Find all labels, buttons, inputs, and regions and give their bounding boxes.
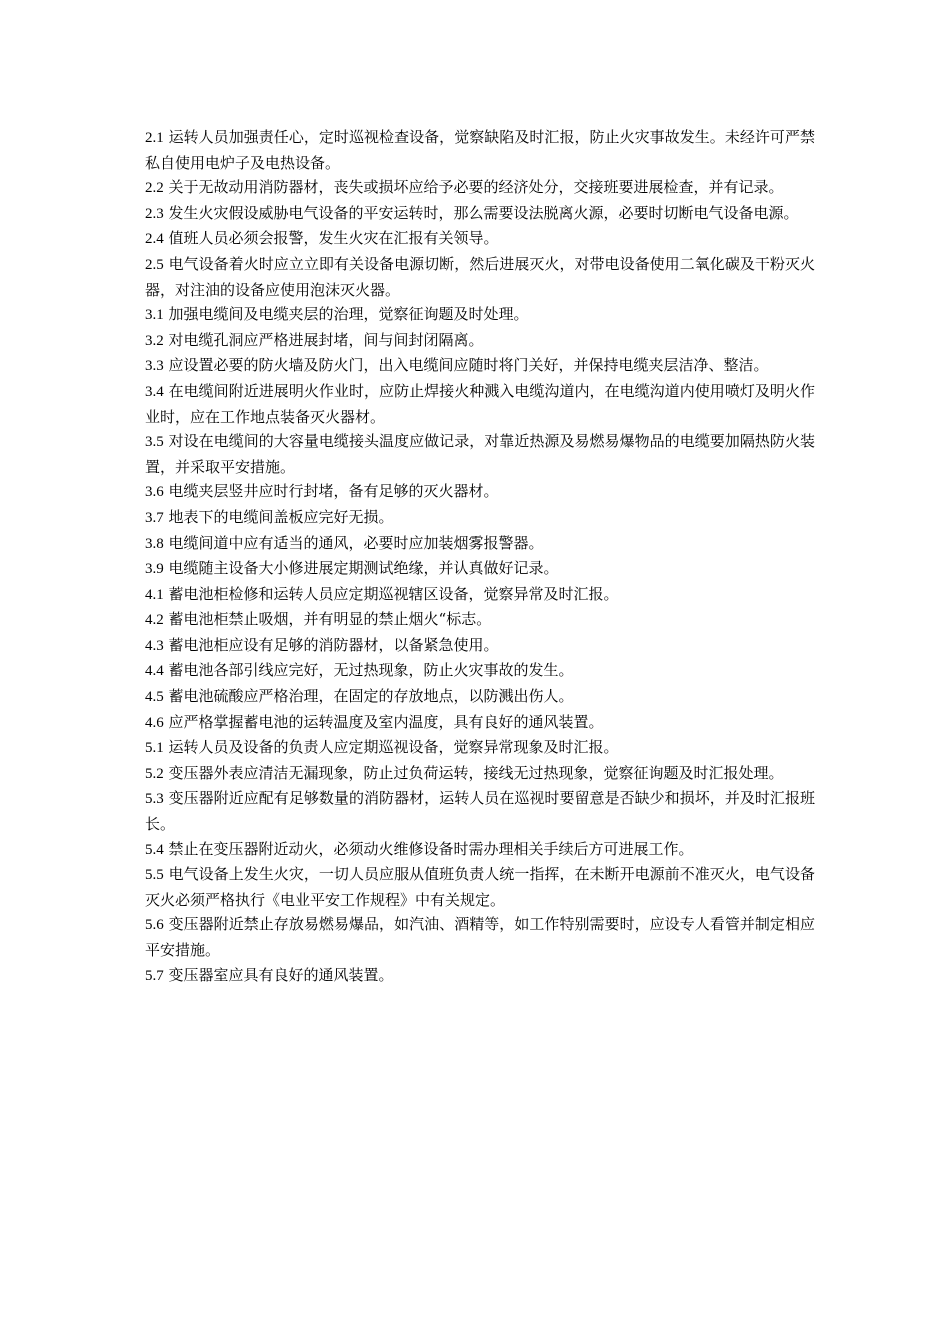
clause-number: 2.3	[145, 205, 164, 222]
paragraph-4-6	[145, 710, 815, 736]
paragraph-3-9	[145, 556, 815, 582]
clause-number: 3.8	[145, 535, 164, 552]
paragraph-5-1	[145, 735, 815, 761]
paragraph-4-3	[145, 633, 815, 659]
clause-text: 变压器外表应清洁无漏现象，防止过负荷运转，接线无过热现象，觉察征询题及时汇报处理。	[168, 763, 784, 782]
clause-text: 禁止在变压器附近动火，必须动火维修设备时需办理相关手续后方可进展工作。	[168, 839, 694, 858]
paragraph-4-2	[145, 607, 815, 633]
clause-text: 电气设备上发生火灾，一切人员应服从值班负责人统一指挥，在未断开电源前不准灭火，电气设备灭火必须严格执行《电业平安工作规程》中有关规定。	[145, 865, 815, 909]
clause-number: 5.2	[145, 765, 164, 782]
clause-text: 变压器附近禁止存放易燃易爆品，如汽油、酒精等，如工作特别需要时，应设专人看管并制定相应平安措施。	[145, 915, 815, 959]
paragraph-3-3	[145, 353, 815, 379]
paragraph-3-1	[145, 302, 815, 328]
clause-text: 蓄电池各部引线应完好，无过热现象，防止火灾事故的发生。	[168, 661, 574, 680]
paragraph-5-2	[145, 761, 815, 787]
clause-number: 3.7	[145, 509, 164, 526]
clause-number: 4.4	[145, 663, 164, 680]
clause-text: 蓄电池柜应设有足够的消防器材，以备紧急使用。	[168, 635, 499, 654]
clause-text: 蓄电池柜禁止吸烟，并有明显的禁止烟火“标志。	[168, 610, 492, 629]
clause-text: 变压器室应具有良好的通风装置。	[168, 965, 394, 984]
paragraph-3-4	[145, 379, 815, 429]
paragraph-5-6	[145, 912, 815, 962]
paragraph-5-5	[145, 862, 815, 912]
clause-number: 5.6	[145, 917, 164, 934]
clause-number: 5.1	[145, 740, 164, 757]
clause-number: 3.4	[145, 383, 164, 400]
clause-number: 2.5	[145, 256, 164, 273]
clause-number: 5.4	[145, 841, 164, 858]
clause-text: 对设在电缆间的大容量电缆接头温度应做记录，对靠近热源及易燃易爆物品的电缆要加隔热防火装置，并采取平安措施。	[145, 432, 815, 476]
paragraph-3-2	[145, 328, 815, 354]
paragraph-5-3	[145, 786, 815, 836]
clause-text: 应设置必要的防火墙及防火门，出入电缆间应随时将门关好，并保持电缆夹层洁净、整洁。	[168, 356, 769, 375]
clause-number: 3.5	[145, 434, 164, 451]
clause-text: 值班人员必须会报警，发生火灾在汇报有关领导。	[168, 229, 499, 248]
paragraph-2-5	[145, 252, 815, 302]
clause-number: 3.3	[145, 358, 164, 375]
clause-number: 3.2	[145, 332, 164, 349]
clause-text: 加强电缆间及电缆夹层的治理，觉察征询题及时处理。	[168, 305, 529, 324]
clause-text: 关于无故动用消防器材，丧失或损坏应给予必要的经济处分，交接班要进展检查，并有记录。	[168, 178, 784, 197]
clause-text: 对电缆孔洞应严格进展封堵，间与间封闭隔离。	[168, 330, 484, 349]
clause-text: 电气设备着火时应立立即有关设备电源切断，然后进展灭火，对带电设备使用二氧化碳及干粉灭火器，对注油的设备应使用泡沫灭火器。	[145, 254, 815, 299]
paragraph-3-7	[145, 505, 815, 531]
clause-text: 电缆夹层竖井应时行封堵，备有足够的灭火器材。	[168, 482, 499, 501]
clause-number: 5.5	[145, 867, 164, 884]
clause-number: 4.5	[145, 689, 164, 706]
clause-text: 变压器附近应配有足够数量的消防器材，运转人员在巡视时要留意是否缺少和损坏，并及时汇报班长。	[145, 789, 815, 834]
clause-text: 应严格掌握蓄电池的运转温度及室内温度，具有良好的通风装置。	[168, 712, 604, 731]
paragraph-3-5	[145, 429, 815, 479]
clause-number: 5.7	[145, 967, 164, 984]
paragraph-2-3	[145, 201, 815, 227]
clause-number: 4.2	[145, 612, 164, 629]
paragraph-2-2	[145, 175, 815, 201]
paragraph-4-5	[145, 684, 815, 710]
clause-text: 地表下的电缆间盖板应完好无损。	[168, 507, 394, 526]
clause-text: 电缆间道中应有适当的通风，必要时应加装烟雾报警器。	[168, 533, 544, 552]
clause-text: 运转人员加强责任心，定时巡视检查设备，觉察缺陷及时汇报，防止火灾事故发生。未经许可严禁私自使用电炉子及电热设备。	[145, 128, 815, 172]
clause-number: 5.3	[145, 791, 164, 808]
paragraph-2-1	[145, 125, 815, 175]
clause-number: 3.6	[145, 484, 164, 501]
clause-text: 运转人员及设备的负责人应定期巡视设备，觉察异常现象及时汇报。	[168, 738, 619, 757]
clause-number: 4.1	[145, 586, 164, 603]
clause-number: 4.6	[145, 714, 164, 731]
clause-text: 蓄电池柜检修和运转人员应定期巡视辖区设备，觉察异常及时汇报。	[168, 584, 619, 603]
clause-text: 发生火灾假设威胁电气设备的平安运转时，那么需要设法脱离火源，必要时切断电气设备电源。	[168, 203, 799, 222]
paragraph-3-6	[145, 479, 815, 505]
clause-text: 电缆随主设备大小修进展定期测试绝缘，并认真做好记录。	[168, 559, 559, 578]
document-body	[145, 125, 815, 988]
paragraph-5-7	[145, 963, 815, 989]
clause-number: 2.4	[145, 231, 164, 248]
clause-text: 蓄电池硫酸应严格治理，在固定的存放地点，以防溅出伤人。	[168, 687, 574, 706]
clause-number: 4.3	[145, 637, 164, 654]
clause-number: 3.9	[145, 561, 164, 578]
paragraph-3-8	[145, 531, 815, 557]
clause-text: 在电缆间附近进展明火作业时，应防止焊接火种溅入电缆沟道内，在电缆沟道内使用喷灯及明火作业时，应在工作地点装备灭火器材。	[145, 381, 815, 426]
paragraph-2-4	[145, 226, 815, 252]
paragraph-4-4	[145, 658, 815, 684]
paragraph-4-1	[145, 582, 815, 608]
clause-number: 2.2	[145, 180, 164, 197]
paragraph-5-4	[145, 837, 815, 863]
clause-number: 3.1	[145, 307, 164, 324]
clause-number: 2.1	[145, 130, 164, 146]
